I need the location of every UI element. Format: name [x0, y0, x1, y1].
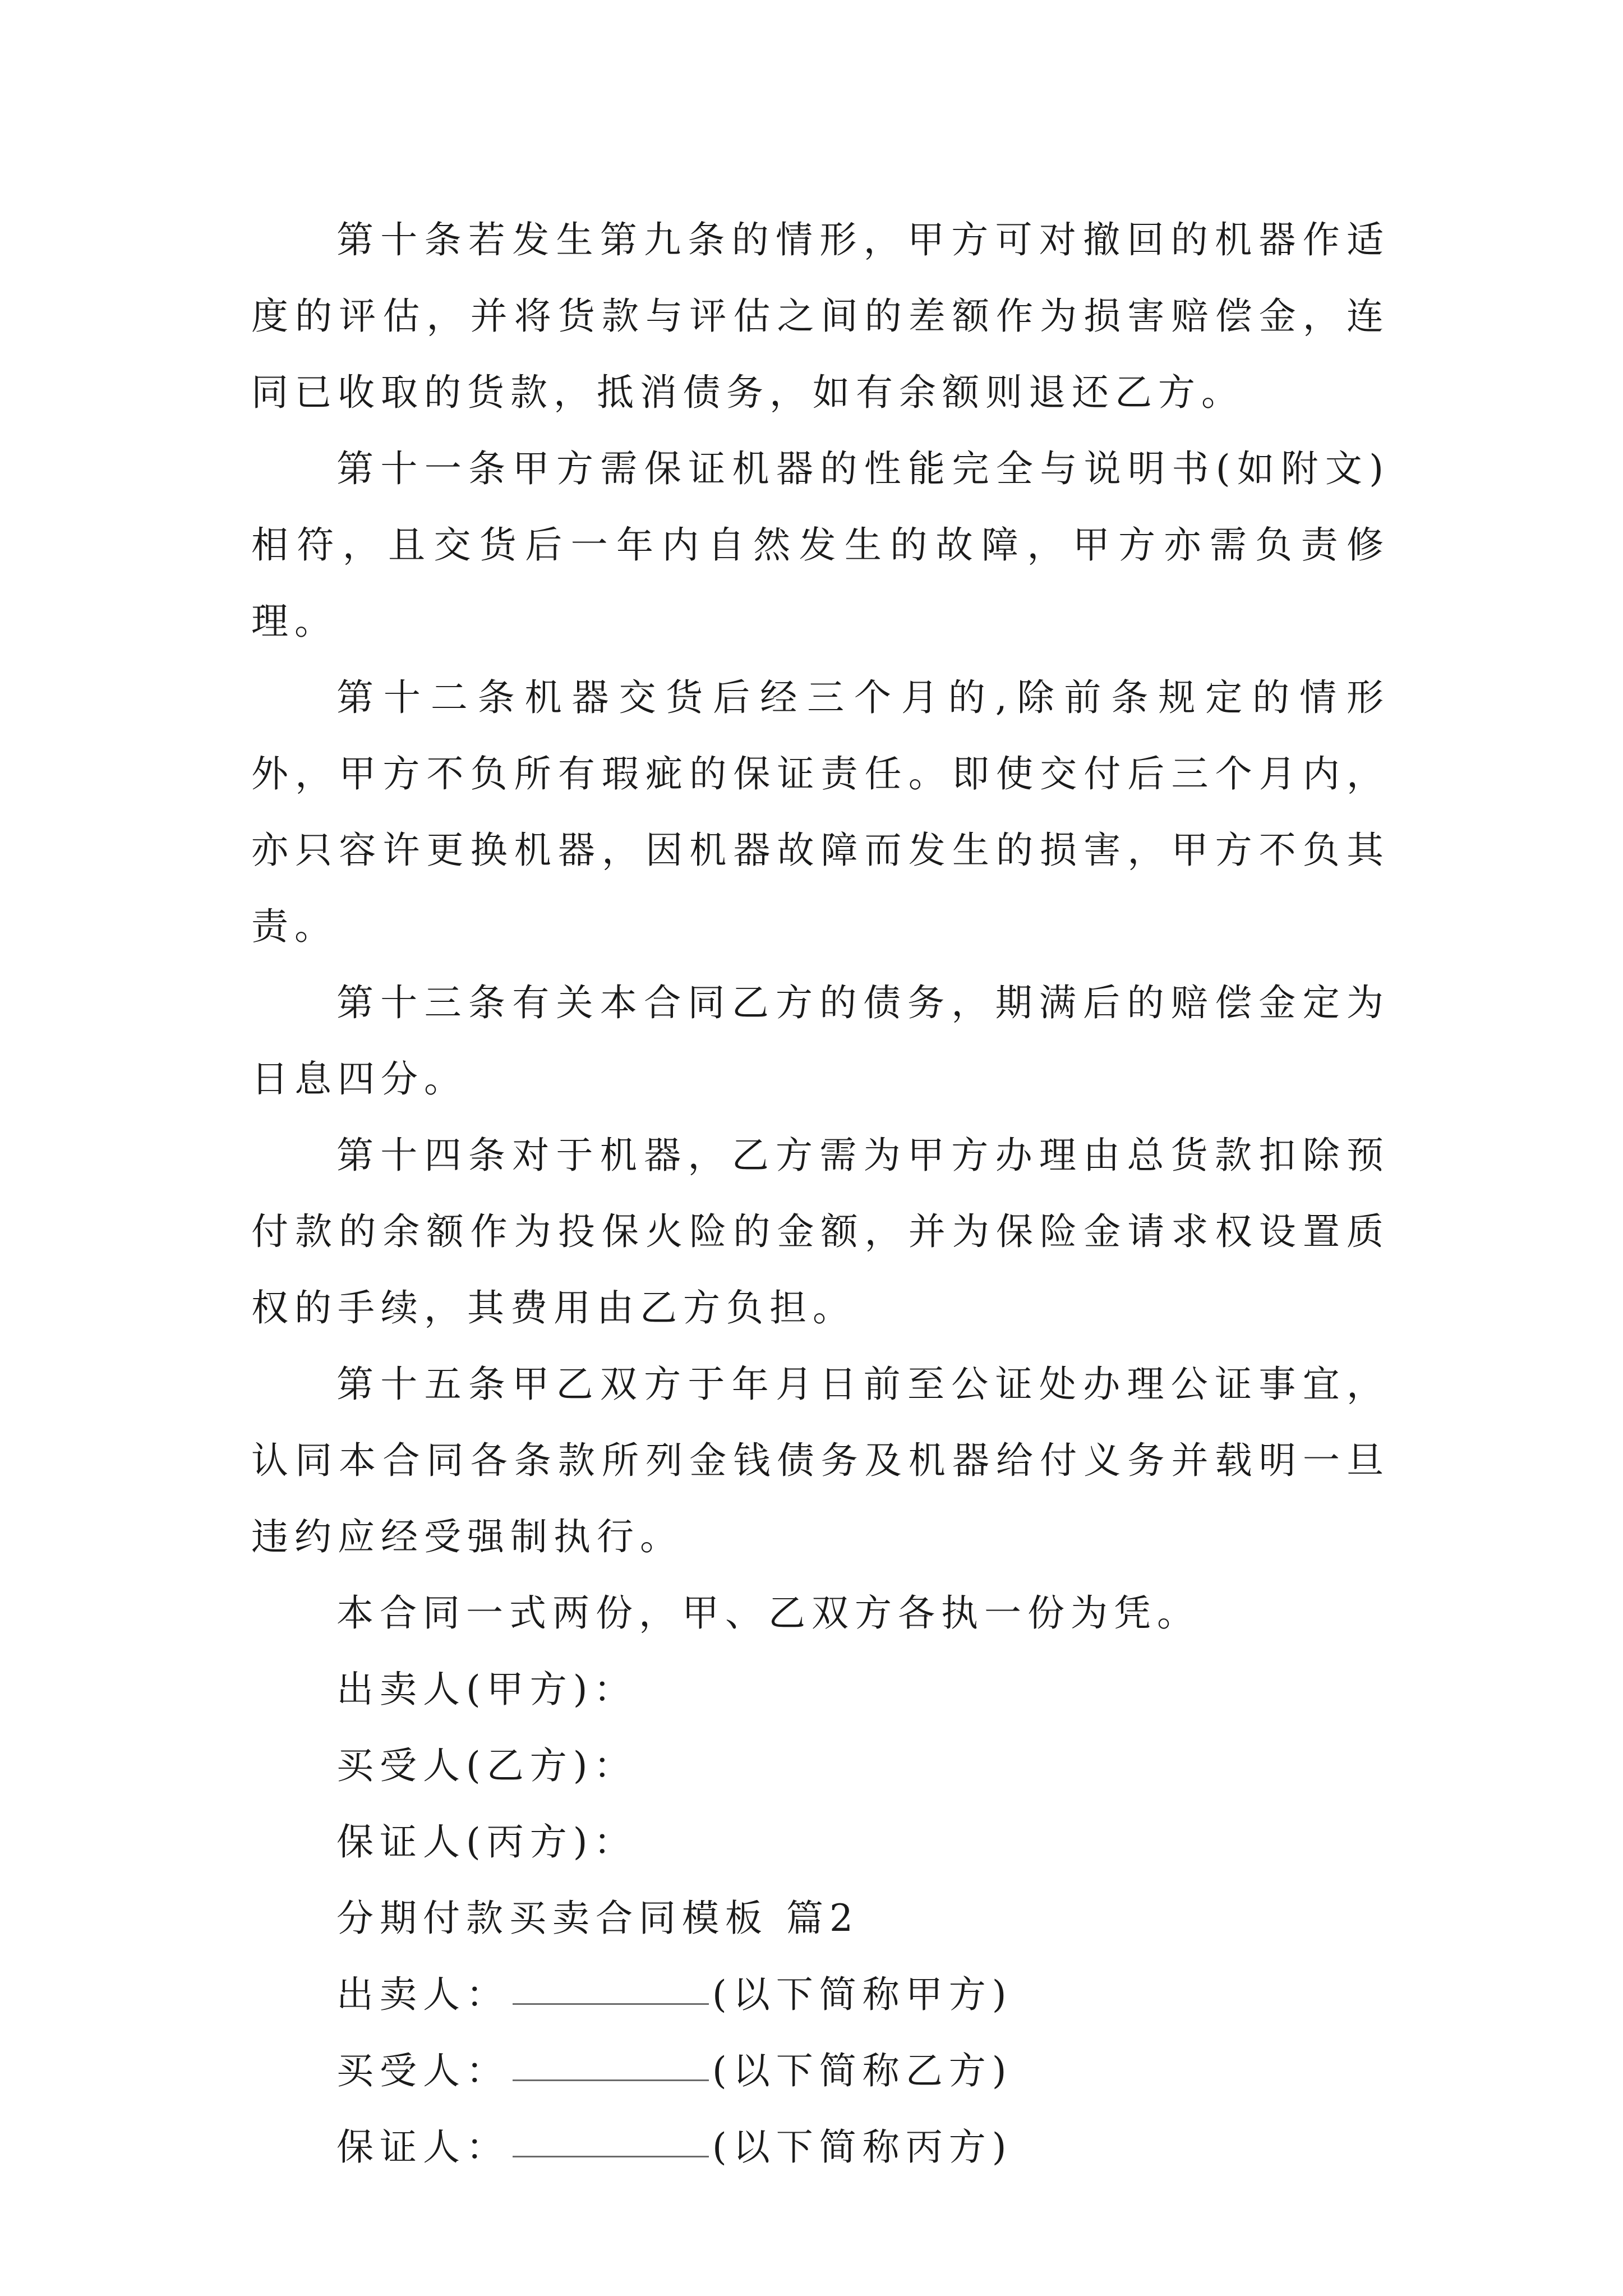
signature-seller: 出卖人(甲方)： — [336, 1668, 637, 1711]
party-seller-label: 出卖人： — [336, 1973, 509, 2016]
party-buyer-label: 买受人： — [336, 2049, 509, 2092]
party-buyer-row — [251, 2033, 1390, 2109]
party-seller-row — [251, 1957, 1390, 2033]
article-12-paragraph: 第十二条机器交货后经三个月的,除前条规定的情形外，甲方不负所有瑕疵的保证责任。即使交付后三个月内，亦只容许更换机器，因机器故障而发生的损害，甲方不负其责。 — [251, 676, 1390, 948]
party-buyer-blank — [513, 2047, 709, 2081]
party-guarantor-label: 保证人： — [336, 2125, 509, 2169]
party-seller-note: (以下简称甲方) — [712, 1973, 1013, 2016]
document-body — [251, 202, 1390, 2185]
closing-statement: 本合同一式两份，甲、乙双方各执一份为凭。 — [336, 1591, 1200, 1635]
article-15-paragraph: 第十五条甲乙双方于年月日前至公证处办理公证事宜，认同本合同各条款所列金钱债务及机器给付义务并载明一旦违约应经受强制执行。 — [251, 1363, 1390, 1558]
article-14-paragraph: 第十四条对于机器，乙方需为甲方办理由总货款扣除预付款的余额作为投保火险的金额，并为保险金请求权设置质权的手续，其费用由乙方负担。 — [251, 1134, 1390, 1329]
party-guarantor-blank — [513, 2123, 709, 2157]
party-seller-blank — [513, 1971, 709, 2005]
article-13-paragraph: 第十三条有关本合同乙方的债务，期满后的赔偿金定为日息四分。 — [251, 981, 1390, 1101]
signature-guarantor: 保证人(丙方)： — [336, 1820, 637, 1864]
party-guarantor-row — [251, 2109, 1390, 2185]
article-10-paragraph: 第十条若发生第九条的情形，甲方可对撤回的机器作适度的评估，并将货款与评估之间的差额作为损害赔偿金，连同已收取的货款，抵消债务，如有余额则退还乙方。 — [251, 218, 1390, 414]
signature-buyer: 买受人(乙方)： — [336, 1744, 637, 1787]
party-buyer-note: (以下简称乙方) — [712, 2049, 1013, 2092]
section-title: 分期付款买卖合同模板 篇2 — [336, 1897, 859, 1940]
party-guarantor-note: (以下简称丙方) — [712, 2125, 1013, 2169]
article-11-paragraph: 第十一条甲方需保证机器的性能完全与说明书(如附文)相符，且交货后一年内自然发生的故障，甲方亦需负责修理。 — [251, 447, 1390, 643]
